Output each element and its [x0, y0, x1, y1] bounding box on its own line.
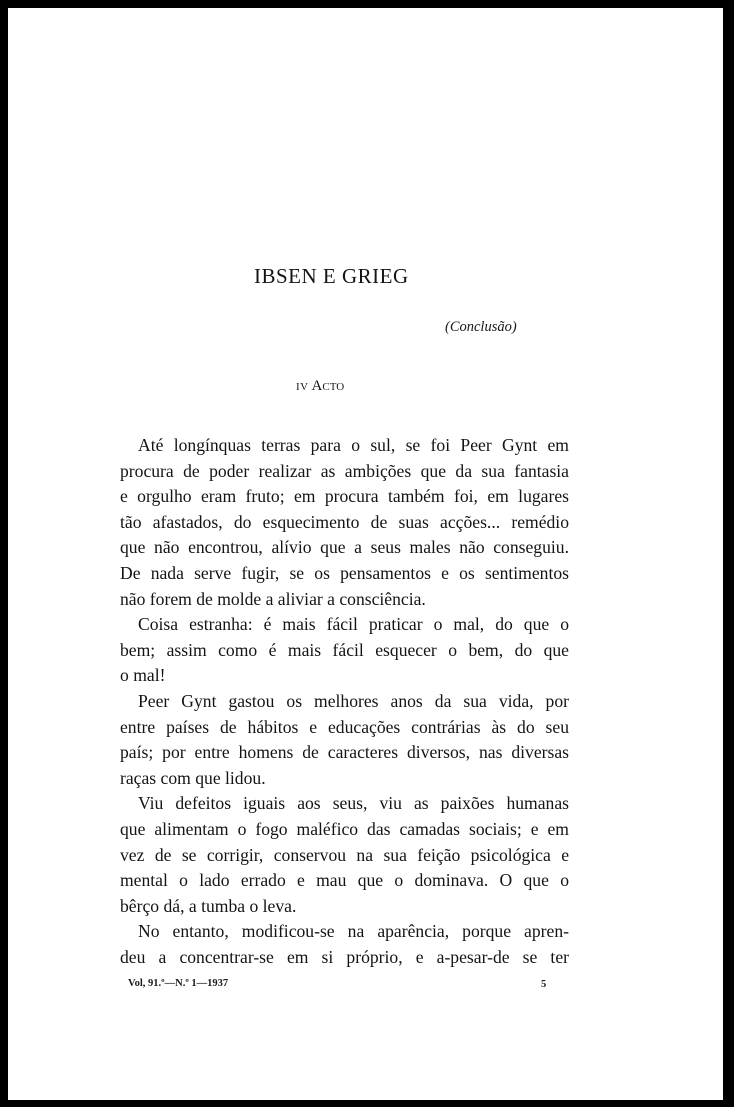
text-line: Viu defeitos iguais aos seus, viu as paixões humanas: [138, 793, 569, 814]
text-line: De nada serve fugir, se os pensamentos e os sentimentos: [120, 562, 569, 583]
text-line: que alimentam o fogo maléfico das camadas sociais; e em: [120, 818, 569, 839]
page-number: 5: [541, 979, 547, 990]
text-line: procura de poder realizar as ambições que da sua fantasia: [120, 460, 569, 481]
issue-info: Vol, 91.º—N.º 1—1937: [128, 978, 229, 989]
text-line: vez de se corrigir, conservou na sua feição psicológica e: [120, 844, 569, 865]
section-heading: [296, 378, 344, 395]
text-line: e orgulho eram fruto; em procura também foi, em lugares: [120, 486, 569, 507]
text-line: No entanto, modificou-se na aparência, porque apren-: [138, 921, 569, 942]
text-line: não forem de molde a aliviar a consciência.: [120, 588, 426, 609]
body-text: [120, 433, 569, 970]
text-line: deu a concentrar-se em si próprio, e a-pesar-de se ter: [120, 946, 569, 967]
text-line: Coisa estranha: é mais fácil praticar o mal, do que o: [138, 614, 569, 635]
text-line: país; por entre homens de caracteres diversos, nas diversas: [120, 742, 569, 763]
text-line: raças com que lidou.: [120, 767, 266, 788]
text-line: entre países de hábitos e educações contrárias às do seu: [120, 716, 569, 737]
text-line: que não encontrou, alívio que a seus males não conseguiu.: [120, 537, 569, 558]
section-number: iv: [296, 378, 309, 394]
text-line: Peer Gynt gastou os melhores anos da sua vida, por: [138, 690, 569, 711]
section-label: Acto: [311, 378, 345, 394]
text-line: mental o lado errado e mau que o dominava. O que o: [120, 870, 569, 891]
document-page: [8, 8, 723, 1100]
text-line: Até longínquas terras para o sul, se foi Peer Gynt em: [138, 435, 569, 455]
text-line: tão afastados, do esquecimento de suas acções... remédio: [120, 511, 569, 532]
text-line: bem; assim como é mais fácil esquecer o bem, do que: [120, 639, 569, 660]
text-line: bêrço dá, a tumba o leva.: [120, 895, 297, 916]
text-line: o mal!: [120, 665, 166, 686]
article-subtitle: (Conclusão): [445, 319, 517, 335]
article-title: IBSEN E GRIEG: [254, 264, 409, 288]
